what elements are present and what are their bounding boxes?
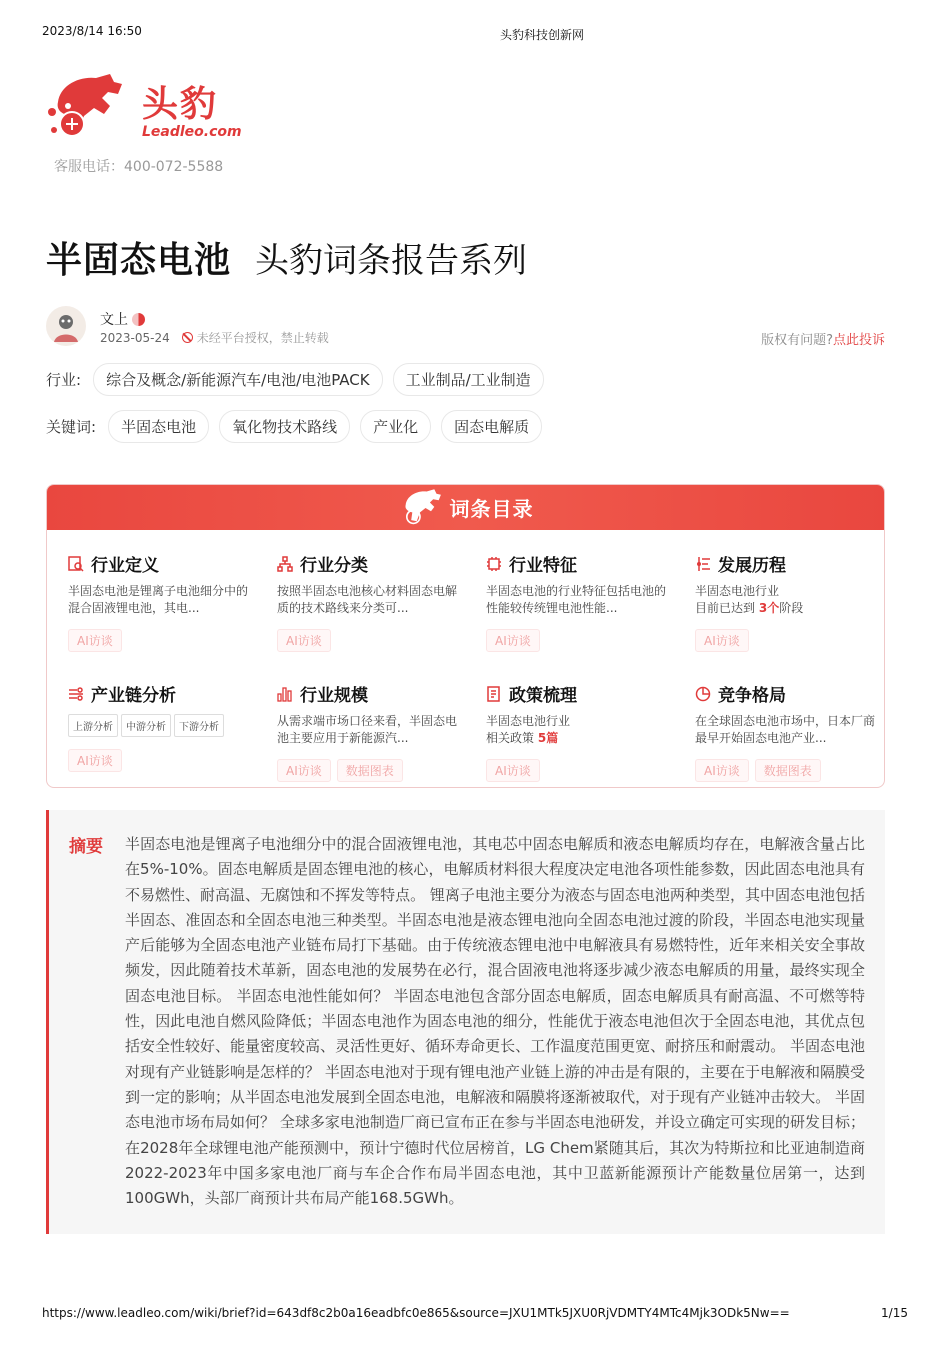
- author-row: [100, 309, 145, 329]
- industry-row: [46, 363, 554, 396]
- ai-interview-tag[interactable]: AI访谈: [277, 629, 331, 652]
- policy-doc-icon: [486, 686, 502, 702]
- toc-item-desc: 半固态电池的行业特征包括电池的性能较传统锂电池性能...: [486, 584, 667, 615]
- toc-item-competition[interactable]: [695, 681, 885, 782]
- data-chart-tag[interactable]: 数据图表: [755, 759, 821, 782]
- copyright-row: [761, 329, 885, 348]
- upstream-tag[interactable]: 上游分析: [68, 714, 118, 737]
- hierarchy-icon: [277, 556, 293, 572]
- complaint-link[interactable]: 点此投诉: [832, 333, 885, 348]
- timeline-icon: [695, 556, 711, 572]
- stage-count: 3个: [758, 601, 780, 615]
- brand-domain: Leadleo.com: [142, 124, 242, 140]
- forbidden-icon: [182, 332, 193, 343]
- keyword-tag[interactable]: 氧化物技术路线: [219, 410, 350, 443]
- industry-tag[interactable]: 综合及概念/新能源汽车/电池/电池PACK: [93, 363, 383, 396]
- policy-count: 5篇: [537, 731, 559, 745]
- ai-interview-tag[interactable]: AI访谈: [277, 759, 331, 782]
- meta-row: [100, 329, 329, 346]
- toc-item-title: 发展历程: [718, 556, 786, 576]
- service-phone: 客服电话：400-072-5588: [54, 159, 224, 175]
- article-title: 半固态电池: [46, 240, 232, 281]
- toc-item-desc: 从需求端市场口径来看，半固态电池主要应用于新能源汽...: [277, 714, 458, 745]
- author-badge-icon: [132, 313, 145, 326]
- ai-interview-tag[interactable]: AI访谈: [695, 759, 749, 782]
- toc-item-chain[interactable]: [68, 681, 258, 772]
- license-text: 未经平台授权，禁止转载: [196, 331, 329, 345]
- toc-item-desc: 半固态电池行业 目前已达到 3个阶段: [695, 584, 804, 615]
- leopard-logo-icon[interactable]: [44, 72, 124, 144]
- ai-interview-tag[interactable]: AI访谈: [695, 629, 749, 652]
- toc-item-desc: 半固态电池是锂离子电池细分中的混合固液锂电池，其电...: [68, 584, 249, 615]
- toc-title: 词条目录: [449, 497, 534, 521]
- toc-item-title: 行业规模: [300, 686, 368, 706]
- bar-chart-icon: [277, 686, 293, 702]
- ai-interview-tag[interactable]: AI访谈: [68, 629, 122, 652]
- ai-interview-tag[interactable]: AI访谈: [486, 629, 540, 652]
- data-chart-tag[interactable]: 数据图表: [337, 759, 403, 782]
- site-title: 头豹科技创新网: [500, 28, 585, 42]
- toc-item-desc: 半固态电池行业 相关政策 5篇: [486, 714, 571, 745]
- publish-date: 2023-05-24: [100, 330, 170, 345]
- summary-panel: [46, 810, 885, 1234]
- summary-text: 半固态电池是锂离子电池细分中的混合固液锂电池，其电芯中固态电解质和液态电解质均存在，电解液含量占比在5%-10%。固态电解质是固态锂电池的核心，电解质材料很大程度决定电池各项性能参数，因此固态电池具有不易燃性、耐高温、无腐蚀和不挥发等特点。 锂离子电池主要分为液态与固态电池两种类型，其中固态电池包括半固态、准固态和全固态电池三种类型。半固态电池是液态锂电池向全固态电池过渡的阶段，半固态电池实现量产后能够为全固态电池产业链布局打下基础。由于传统液态锂电池中电解液具有易燃特性，近年来相关安全事故频发，因此随着技术革新，固态电池的发展势在必行，混合固液电池将逐步减少液态电解质的用量，最终实现全固态电池目标。 半固态电池性能如何？ 半固态电池包含部分固态电解质，固态电解质具有耐高温、不可燃等特性，因此电池自燃风险降低；半固态电池作为固态电池的细分，性能优于液态电池但次于全固态电池，其优点包括安全性较好、能量密度较高、灵活性更好、循环寿命更长、工作温度范围更宽、耐挤压和耐震动。 半固态电池对现有产业链影响是怎样的？ 半固态电池对于现有锂电池产业链上游的冲击是有限的，主要在于电解液和隔膜受到一定的影响；从半固态电池发展到全固态电池，电解液和隔膜将逐渐被取代，对于现有产业链冲击较大。 半固态电池市场布局如何？ 全球多家电池制造厂商已宣布正在参与半固态电池研发，并设立确定可实现的研发目标；在2028年全球锂电池产能预测中，预计宁德时代位居榜首，LG Chem紧随其后，其次为特斯拉和比亚迪制造商2022-2023年中国多家电池厂商与车企合作布局半固态电池，其中卫蓝新能源预计产能数量位居第一，达到100GWh，头部厂商预计共布局产能168.5GWh。: [125, 835, 865, 1208]
- leopard-icon: [398, 488, 442, 528]
- summary-label: 摘要: [69, 837, 103, 857]
- toc-item-features[interactable]: [486, 551, 676, 652]
- brand-name: 头豹: [142, 84, 219, 125]
- search-doc-icon: [68, 556, 84, 572]
- toc-item-scale[interactable]: [277, 681, 467, 782]
- ai-interview-tag[interactable]: AI访谈: [486, 759, 540, 782]
- page-number: 1/15: [881, 1306, 908, 1320]
- keyword-tag[interactable]: 产业化: [360, 410, 431, 443]
- print-datetime: 2023/8/14 16:50: [42, 24, 142, 38]
- toc-item-title: 政策梳理: [509, 686, 577, 706]
- avatar[interactable]: [46, 306, 86, 346]
- industry-label: 行业:: [46, 371, 82, 389]
- toc-item-history[interactable]: [695, 551, 885, 652]
- page-url[interactable]: https://www.leadleo.com/wiki/brief?id=643df8c2b0a16eadbfc0e865&source=JXU1MTk5JXU0RjVDMTY4MTc4Mjk3ODk5Nw==: [42, 1306, 790, 1320]
- keyword-tag[interactable]: 半固态电池: [108, 410, 209, 443]
- chip-icon: [486, 556, 502, 572]
- author-name[interactable]: 文上: [100, 312, 128, 328]
- toc-header: [47, 485, 884, 530]
- toc-panel: [46, 484, 885, 788]
- toc-item-title: 行业特征: [509, 556, 577, 576]
- toc-item-title: 行业分类: [300, 556, 368, 576]
- toc-item-title: 竞争格局: [718, 686, 786, 706]
- toc-item-classification[interactable]: [277, 551, 467, 652]
- toc-item-title: 行业定义: [91, 556, 159, 576]
- downstream-tag[interactable]: 下游分析: [174, 714, 224, 737]
- article-series: 头豹词条报告系列: [255, 241, 528, 281]
- industry-tag[interactable]: 工业制品/工业制造: [393, 363, 544, 396]
- toc-item-desc: 按照半固态电池核心材料固态电解质的技术路线来分类可...: [277, 584, 458, 615]
- midstream-tag[interactable]: 中游分析: [121, 714, 171, 737]
- ai-interview-tag[interactable]: AI访谈: [68, 749, 122, 772]
- chain-icon: [68, 686, 84, 702]
- toc-item-definition[interactable]: [68, 551, 258, 652]
- pie-chart-icon: [695, 686, 711, 702]
- toc-item-desc: 在全球固态电池市场中，日本厂商最早开始固态电池产业...: [695, 714, 876, 745]
- keywords-label: 关键词:: [46, 418, 97, 436]
- copyright-question: 版权有问题?: [761, 333, 833, 348]
- toc-item-title: 产业链分析: [91, 686, 176, 706]
- page-title: [46, 232, 527, 283]
- keywords-row: [46, 410, 552, 443]
- toc-item-policy[interactable]: [486, 681, 676, 782]
- keyword-tag[interactable]: 固态电解质: [441, 410, 542, 443]
